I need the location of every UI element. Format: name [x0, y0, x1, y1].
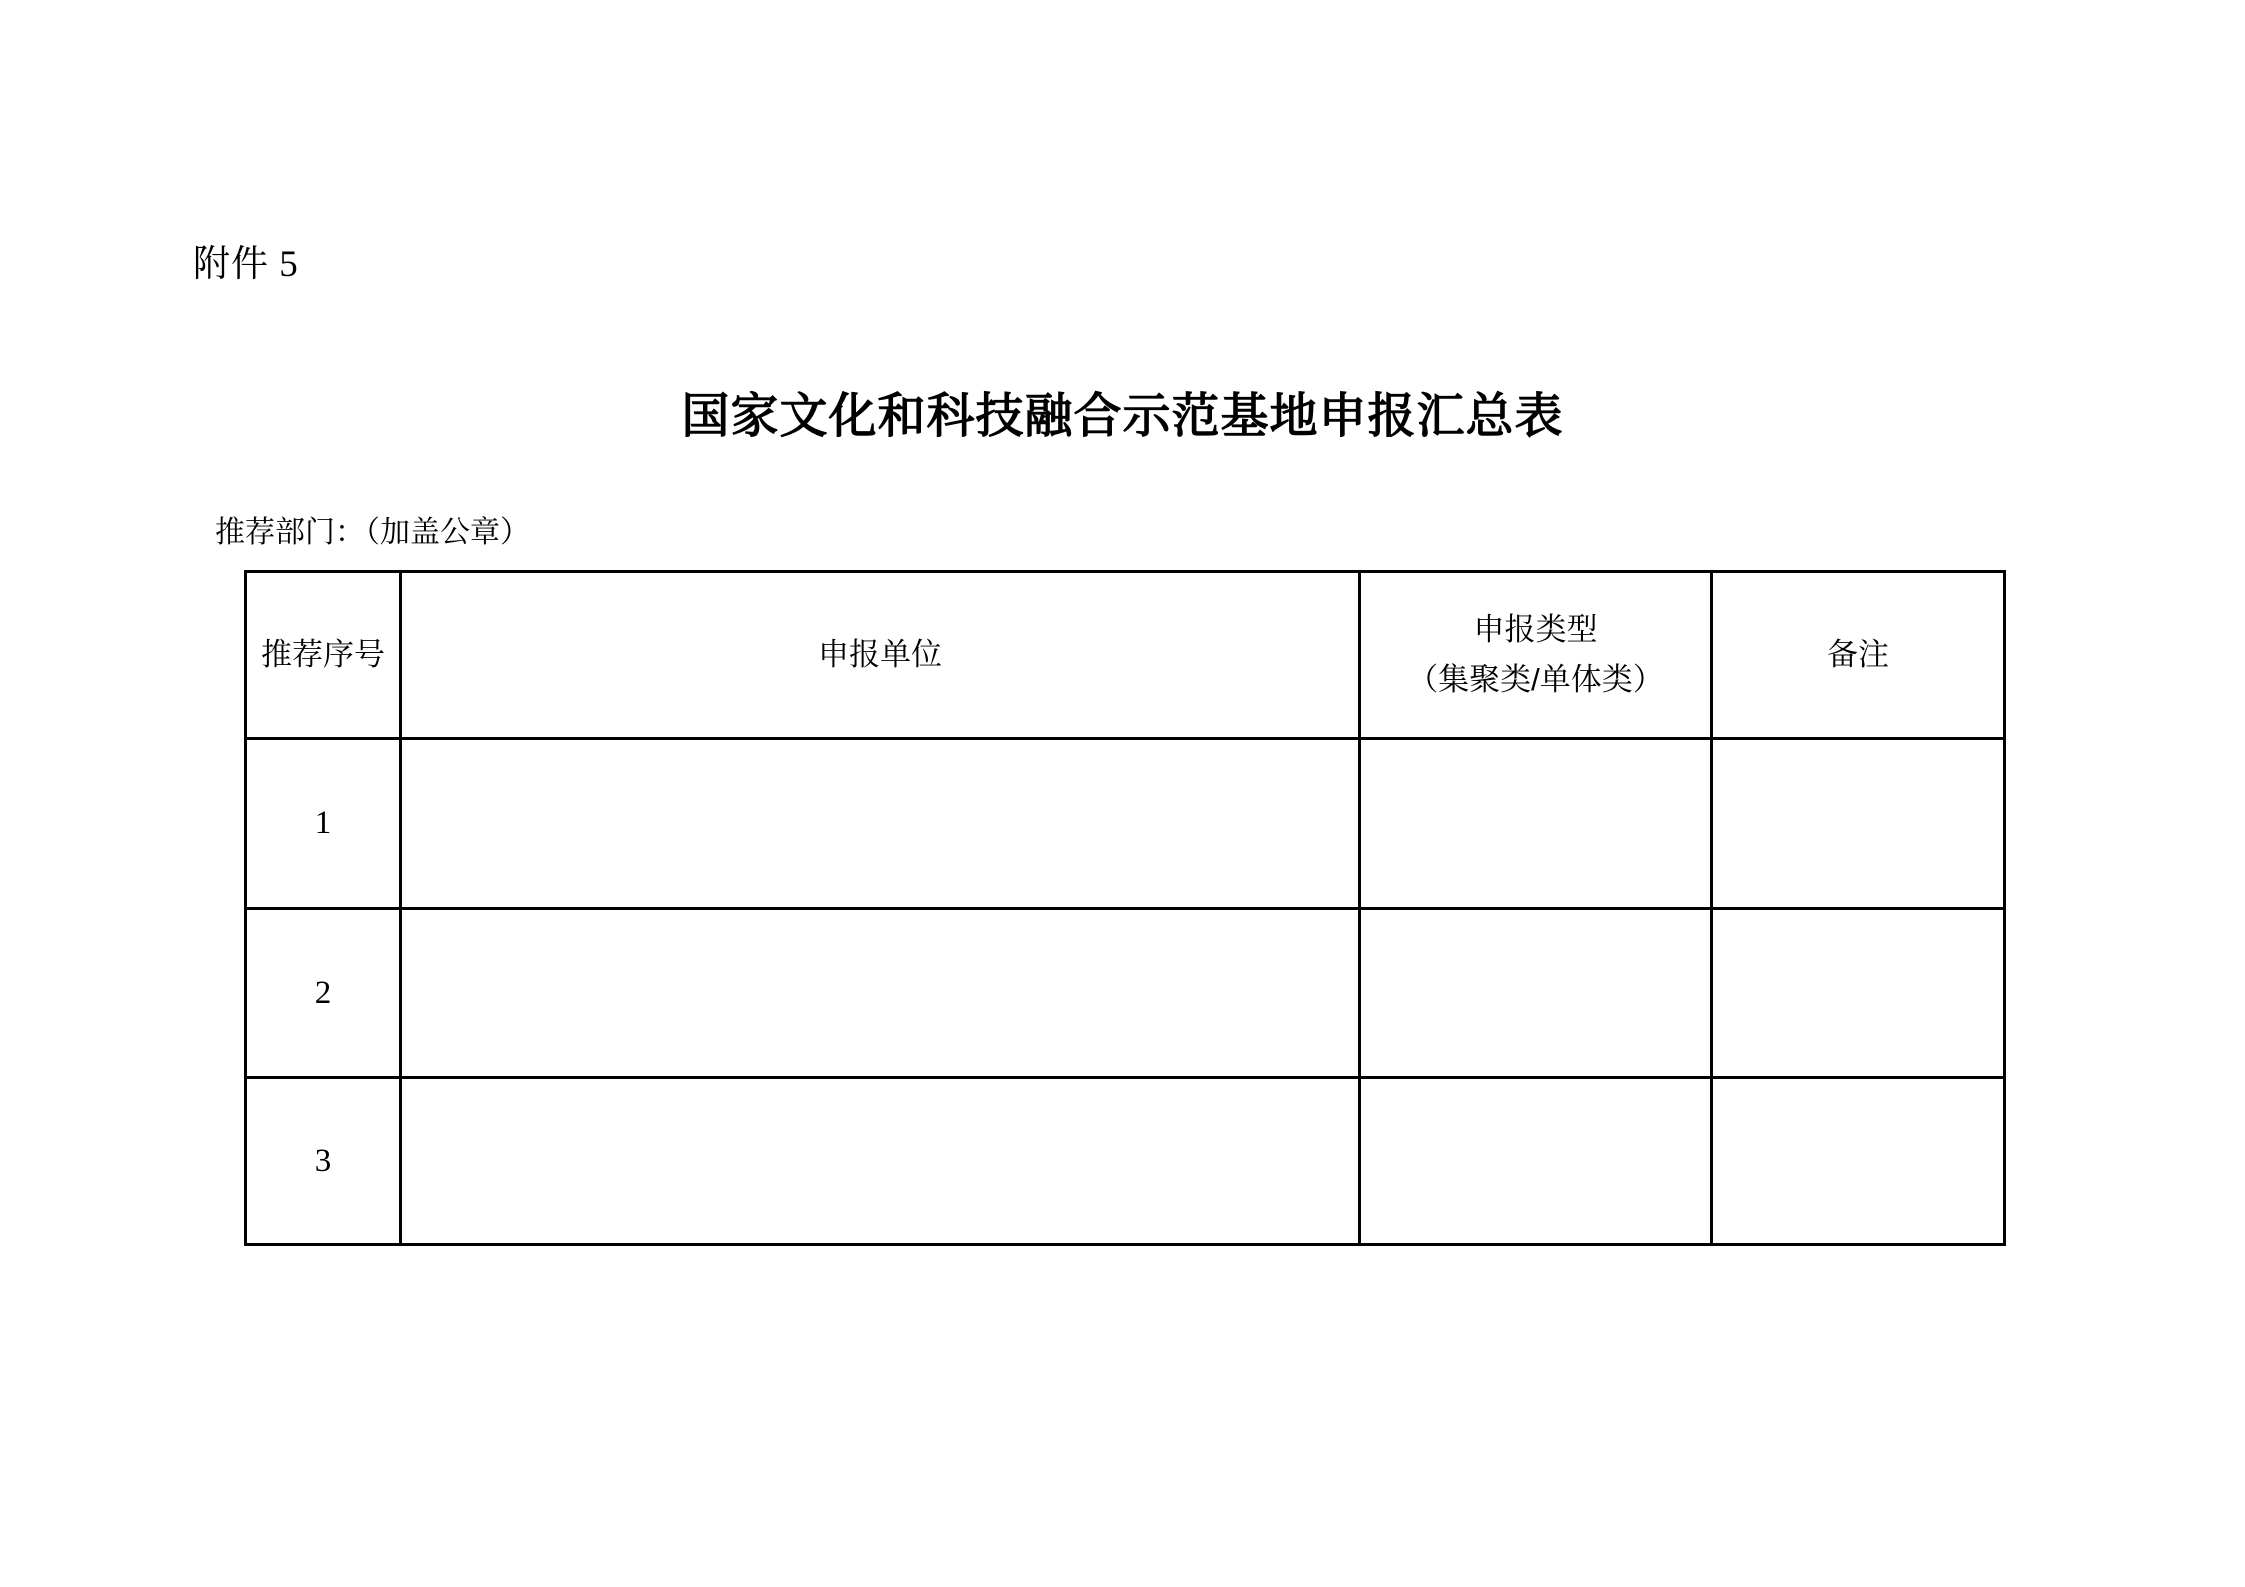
sequence-number-cell: 1: [246, 739, 401, 909]
header-cell-applicant-unit: 申报单位: [401, 572, 1360, 739]
header-cell-sequence-number: 推荐序号: [246, 572, 401, 739]
applicant-unit-cell: [401, 909, 1360, 1078]
header-cell-application-type: [1360, 572, 1712, 739]
sequence-number-cell: 3: [246, 1078, 401, 1245]
table-row: [246, 909, 2005, 1078]
table-row: [246, 739, 2005, 909]
application-type-line2: （集聚类/单体类）: [1407, 662, 1664, 697]
application-type-cell: [1360, 739, 1712, 909]
attachment-label: 附件 5: [193, 244, 299, 285]
application-type-cell: [1360, 1078, 1712, 1245]
page-title: 国家文化和科技融合示范基地申报汇总表: [681, 390, 1564, 443]
application-type-cell: [1360, 909, 1712, 1078]
header-cell-remarks: 备注: [1712, 572, 2005, 739]
remarks-cell: [1712, 909, 2005, 1078]
application-type-line1: 申报类型: [1473, 612, 1598, 648]
application-summary-table: [244, 570, 2006, 1246]
applicant-unit-cell: [401, 1078, 1360, 1245]
table-row: [246, 1078, 2005, 1245]
applicant-unit-cell: [401, 739, 1360, 909]
sequence-number-cell: 2: [246, 909, 401, 1078]
recommending-department-label: 推荐部门：（加盖公章）: [215, 516, 530, 549]
remarks-cell: [1712, 739, 2005, 909]
table-header-row: [246, 572, 2005, 739]
remarks-cell: [1712, 1078, 2005, 1245]
